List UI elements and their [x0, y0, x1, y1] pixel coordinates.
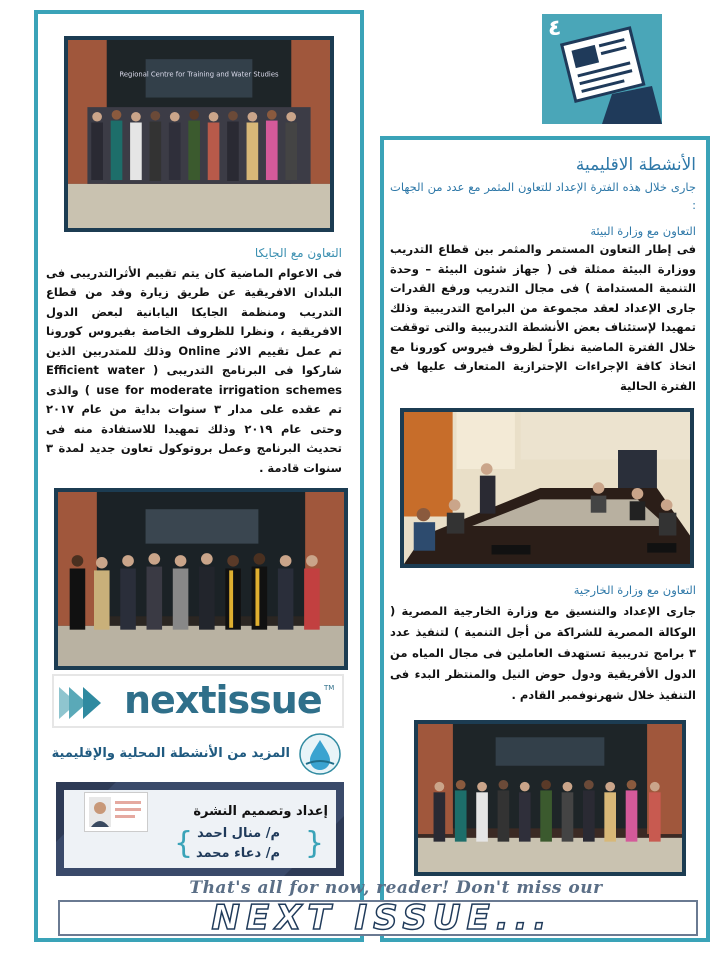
more-activities-text: المزيد من الأنشطة المحلية والإقليمية [51, 746, 290, 761]
group-photo-top [64, 36, 334, 232]
centre-sign: Regional Centre for Training and Water Studies [119, 70, 279, 79]
foreign-section [390, 580, 696, 706]
credits-box [56, 782, 344, 876]
environment-title: التعاون مع وزارة البيئة [590, 224, 696, 238]
jica-program-en: Efficient water use for moderate irrigation schemes [46, 363, 342, 397]
graduation-photo [54, 488, 348, 670]
group-photo-bottom [414, 720, 686, 876]
jica-text-1: فى الاعوام الماضية كان يتم تقييم الأثرالتدريبى فى البلدان الافريقية عن طريق زيارة وفد من قطاع التدريب ومنظمة الجايكا اليابانية لبعض الدول الافريقية ، ونظرا للظروف الخاصة بفيروس كورونا تم عمل تقييم الاثر [46, 265, 342, 358]
id-card-icon [84, 792, 148, 832]
environment-text: فى إطار التعاون المستمر والمثمر بين قطاع التدريب ووزارة البيئة ممثلة فى ( جهاز شئون البيئة – وحدة التنمية المستدامة ) فى مجال التدريب ورفع القدرات جارى الإعداد لعقد مجموعة من البرامج التدريبية وذلك تمهيدا لإستئناف بعض الأنشطة التدريبية والتى توقفت خلال الفترة الماضية نظراً لظروف فيروس كورونا مع اتخاذ كافة الإجراءات الإحترازية المتعارف عليها فى الفترة الحالية [390, 242, 696, 393]
foreign-title: التعاون مع وزارة الخارجية [573, 583, 696, 597]
jica-body [46, 264, 342, 479]
water-logo-icon [298, 732, 342, 776]
meeting-room-photo [400, 408, 694, 568]
jica-online: Online [178, 343, 221, 358]
more-activities-link[interactable] [52, 732, 344, 776]
credit-name-1: م/ منال احمد [197, 826, 280, 841]
regional-section [390, 152, 696, 396]
jica-text-3: ) والذى تم عقده على مدار ٣ سنوات بداية من عام ٢٠١٧ وحتى عام ٢٠١٩ وذلك تمهيدا للاستفادة منه فى تحديث البرنامج وعمل بروتوكول تعاون جديد لمدة ٣ سنوات قادمة . [46, 382, 342, 475]
page-number: ٤ [548, 16, 562, 41]
page-number-badge [542, 14, 662, 124]
next-issue-trademark: TM [324, 684, 335, 692]
next-issue-icon [58, 683, 120, 723]
regional-title: الأنشطة الاقليمية [575, 155, 696, 175]
footer-banner [44, 878, 700, 942]
next-issue-wordmark: nextissue [124, 678, 322, 722]
footer-line-1: That's all for now, reader! Don't miss our [189, 878, 603, 898]
jica-section [46, 244, 342, 478]
credits-bracket: { } [174, 826, 324, 861]
jica-text-2: وذلك للمتدربين الذين شاركوا فى البرنامج التدريبى ( [46, 343, 342, 377]
credits-title: إعداد وتصميم النشرة [193, 804, 328, 819]
foreign-text: جارى الإعداد والتنسيق مع وزارة الخارجية المصرية ( الوكالة المصرية للشراكة من أجل التنمية ) لتنفيذ عدد ٣ برامج تدريبية تستهدف العاملين فى مجال المياه من الدول الأفريقية ودول حوض النيل والمنتظر البدء فى التنفيذ خلال شهرنوفمبر القادم . [390, 604, 696, 702]
jica-title: التعاون مع الجايكا [254, 246, 342, 260]
next-issue-logo [52, 674, 344, 728]
credit-name-2: م/ دعاء محمد [195, 846, 280, 861]
regional-intro: جارى خلال هذه الفترة الإعداد للتعاون المثمر مع عدد من الجهات : [390, 180, 696, 212]
footer-line-2: NEXT ISSUE... [211, 898, 553, 938]
